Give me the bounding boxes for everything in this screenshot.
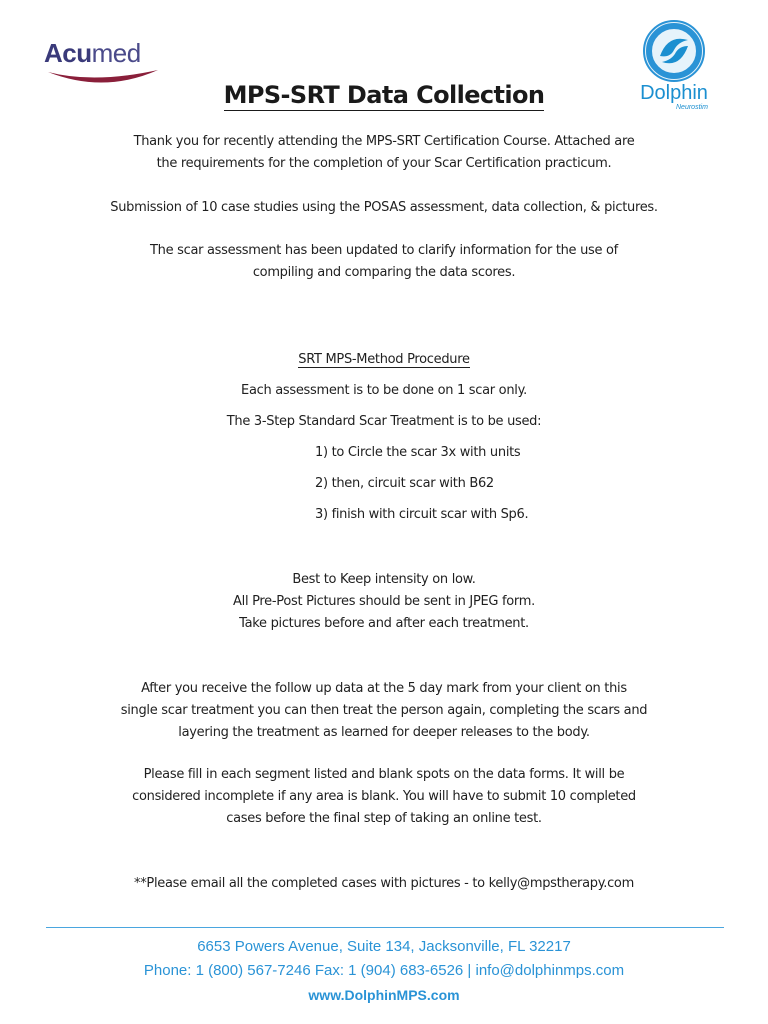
update-line: compiling and comparing the data scores. [252,265,516,280]
page-title: MPS-SRT Data Collection [223,81,545,109]
dolphin-emblem-icon [640,18,708,84]
intro-line: Thank you for recently attending the MPS-SRT Certification Course. Attached are [133,134,635,149]
dolphin-subtitle: Neurostim [676,104,708,111]
footer-contact: Phone: 1 (800) 567-7246 Fax: 1 (904) 683-6526 | info@dolphinmps.com [143,962,625,979]
followup-line: layering the treatment as learned for deeper releases to the body. [178,725,590,740]
procedure-line: The 3-Step Standard Scar Treatment is to be used: [226,414,542,429]
footer-address: 6653 Powers Avenue, Suite 134, Jacksonville, FL 32217 [197,938,571,955]
email-note: **Please email all the completed cases with pictures - to kelly@mpstherapy.com [134,876,634,891]
fill-line: considered incomplete if any area is blank. You will have to submit 10 completed [132,789,636,804]
footer-website-link[interactable]: www.DolphinMPS.com [308,987,460,1003]
update-line: The scar assessment has been updated to clarify information for the use of [150,243,618,258]
procedure-step: 2) then, circuit scar with B62 [315,476,494,491]
tip-line: All Pre-Post Pictures should be sent in JPEG form. [233,594,535,609]
procedure-step: 3) finish with circuit scar with Sp6. [315,507,529,522]
tip-line: Take pictures before and after each treatment. [239,616,529,631]
update-paragraph [0,240,768,284]
procedure-step: 1) to Circle the scar 3x with units [315,445,521,460]
fill-line: cases before the final step of taking an online test. [226,811,542,826]
procedure-heading: SRT MPS-Method Procedure [298,352,470,367]
followup-paragraph [0,678,768,744]
dolphin-wordmark: Dolphin [640,82,708,104]
fill-paragraph [0,764,768,830]
intro-paragraph [0,131,768,175]
tip-line: Best to Keep intensity on low. [292,572,476,587]
followup-line: single scar treatment you can then treat the person again, completing the scars and [120,703,648,718]
tips-paragraph [0,569,768,635]
procedure-line: Each assessment is to be done on 1 scar only. [241,383,527,398]
acumed-wordmark: Acumed [44,38,141,68]
submission-paragraph [0,197,768,219]
fill-line: Please fill in each segment listed and blank spots on the data forms. It will be [143,767,625,782]
footer-divider [46,927,724,928]
intro-line: the requirements for the completion of your Scar Certification practicum. [156,156,612,171]
submission-line: Submission of 10 case studies using the POSAS assessment, data collection, & pictures. [110,200,658,215]
followup-line: After you receive the follow up data at the 5 day mark from your client on this [141,681,627,696]
